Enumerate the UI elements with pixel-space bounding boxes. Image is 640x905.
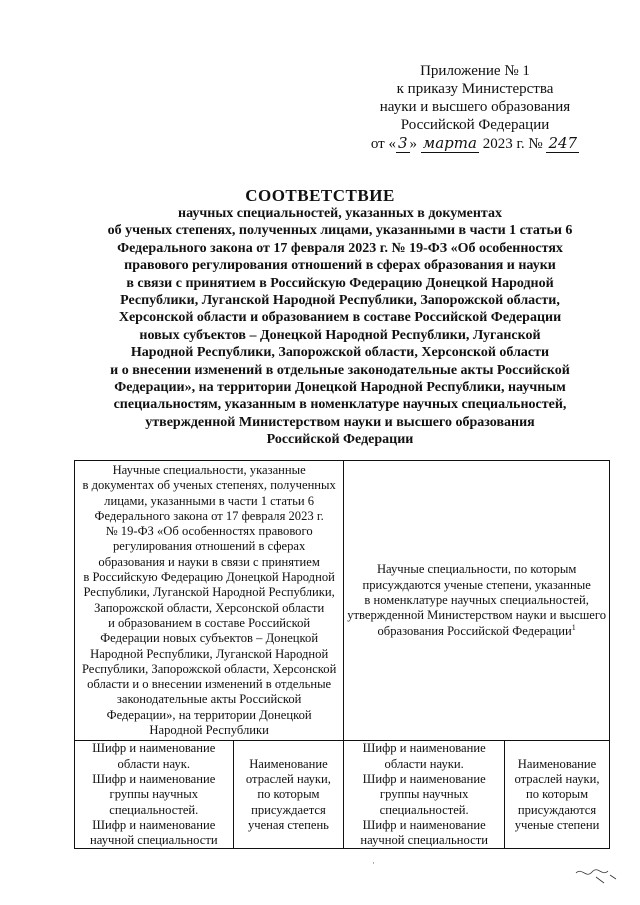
footnote-mark[interactable]: 1 [571, 622, 576, 632]
document-title: СООТВЕТСТВИЕ [245, 186, 395, 205]
scan-speck: · [372, 858, 375, 868]
subtitle-line: специальностям, указанным в номенклатуре научных специальностей, [113, 397, 567, 413]
header-cell-source-specialties [75, 461, 344, 741]
subheader-line: Шифр и наименование [362, 817, 486, 832]
subheader-line: группы научных [109, 787, 199, 802]
order-date-line [350, 134, 600, 153]
subtitle-line: об ученых степенях, полученных лицами, указанными в части 1 статьи 6 [107, 223, 573, 239]
header-left-line: в Российскую Федерацию Донецкой Народной [83, 570, 335, 585]
subheader-line: по которым [257, 787, 320, 802]
header-left-line: Народной Республики, Луганской Народной [90, 646, 329, 661]
subheader-line: Шифр и наименование [92, 741, 216, 756]
subheader-line: по которым [525, 787, 589, 802]
header-left-line: Федерации», на территории Донецкой [106, 707, 312, 722]
header-left-line: образования и науки в связи с принятием [98, 554, 320, 569]
date-prefix: от « [370, 136, 396, 152]
subheader-line: специальностей. [379, 802, 469, 817]
subtitle-line: научных специальностей, указанных в документах [178, 206, 502, 221]
header-right-line: образования Российской Федерации$^1$ [377, 622, 576, 638]
subheader-line: ученые степени [514, 817, 600, 832]
header-left-line: области и о внесении изменений в отдельные [87, 677, 332, 692]
header-left-line: Федерации новых субъектов – Донецкой [100, 631, 319, 646]
handwritten-mark-icon [574, 863, 618, 887]
header-cell-target-specialties [344, 461, 610, 741]
header-left-line: регулирования отношений в сферах [112, 539, 306, 554]
subtitle-line: новых субъектов – Донецкой Народной Республики, Луганской [139, 327, 541, 343]
table-subheader-row [75, 741, 610, 849]
header-right-line: утвержденной Министерством науки и высшего [347, 608, 607, 623]
subtitle-line: правового регулирования отношений в сферах образования и науки [124, 258, 556, 274]
header-left-line: и образованием в составе Российской [108, 615, 311, 630]
document-subtitle [66, 205, 614, 449]
header-left-line: законодательные акты Российской [116, 692, 302, 707]
subheader-line: присуждается [251, 802, 326, 817]
header-left-line: Научные специальности, указанные [112, 463, 306, 477]
subtitle-line: и о внесении изменений в отдельные законодательные акты Российской [110, 362, 570, 378]
subheader-line: отраслей науки, [245, 771, 331, 786]
subheader-line: области науки. [384, 756, 464, 771]
subtitle-line: Херсонской области и образованием в составе Российской Федерации [118, 310, 562, 326]
subheader-line: отраслей науки, [514, 771, 600, 786]
header-right-line: присуждаются ученые степени, указанные [362, 577, 591, 592]
subtitle-line: Федерации», на территории Донецкой Народной Республики, научным [114, 380, 566, 396]
subheader-line: Наименование [249, 756, 328, 771]
subtitle-line: Республики, Луганской Народной Республики, Запорожской области, [120, 293, 560, 309]
subheader-line: Шифр и наименование [92, 817, 216, 832]
subheader-line: научной специальности [360, 833, 488, 848]
appendix-line: к приказу Министерства [396, 81, 554, 97]
subheader-line: Шифр и наименование [362, 771, 486, 786]
subheader-line: научной специальности [90, 833, 218, 848]
subheader-cell-source-branches [233, 741, 344, 849]
subheader-line: Шифр и наименование [362, 741, 486, 756]
subtitle-line: Народной Республики, Запорожской области, Херсонской области [130, 345, 550, 361]
subtitle-line: в связи с принятием в Российскую Федерацию Донецкой Народной [126, 275, 554, 291]
subtitle-line: Федерального закона от 17 февраля 2023 г. № 19-ФЗ «Об особенностях [117, 240, 563, 256]
subheader-cell-target-branches [505, 741, 610, 849]
header-left-line: Республики, Луганской Народной Республики, [83, 585, 335, 600]
appendix-line: Российской Федерации [400, 117, 550, 133]
subheader-cell-source-codes [75, 741, 234, 849]
subheader-line: области наук. [117, 756, 191, 771]
header-left-line: в документах об ученых степенях, полученных [82, 478, 336, 493]
appendix-block [350, 62, 600, 153]
order-month: марта [422, 134, 477, 152]
subtitle-line: Российской Федерации [266, 432, 414, 448]
header-right-line: в номенклатуре научных специальностей, [364, 593, 589, 608]
header-left-line: № 19-ФЗ «Об особенностях правового [105, 524, 313, 539]
order-number: 247 [548, 134, 578, 152]
header-left-line: Запорожской области, Херсонской области [94, 600, 325, 615]
subheader-line: Наименование [517, 756, 597, 771]
subtitle-line: утвержденной Министерством науки и высшего образования [145, 414, 535, 430]
table-header-row [75, 461, 610, 741]
order-day: 3 [397, 134, 408, 152]
header-left-line: Республики, Запорожской области, Херсонской [81, 661, 337, 676]
header-left-line: Народной Республики [149, 723, 269, 738]
order-year-text: 2023 г. № [482, 136, 543, 152]
appendix-line: науки и высшего образования [379, 99, 571, 115]
header-right-text [344, 562, 609, 638]
appendix-line: Приложение № 1 [420, 63, 530, 79]
subheader-line: Шифр и наименование [92, 771, 216, 786]
subheader-line: группы научных [379, 787, 469, 802]
subheader-cell-target-codes [344, 741, 505, 849]
subheader-line: присуждаются [517, 802, 597, 817]
subheader-line: ученая степень [247, 817, 329, 832]
date-sep: » [409, 136, 418, 152]
header-left-line: Федерального закона от 17 февраля 2023 г. [94, 508, 324, 523]
subheader-line: специальностей. [109, 802, 199, 817]
correspondence-table [74, 460, 610, 849]
header-right-line: Научные специальности, по которым [376, 562, 577, 577]
header-left-line: лицами, указанными в части 1 статьи 6 [104, 493, 315, 508]
